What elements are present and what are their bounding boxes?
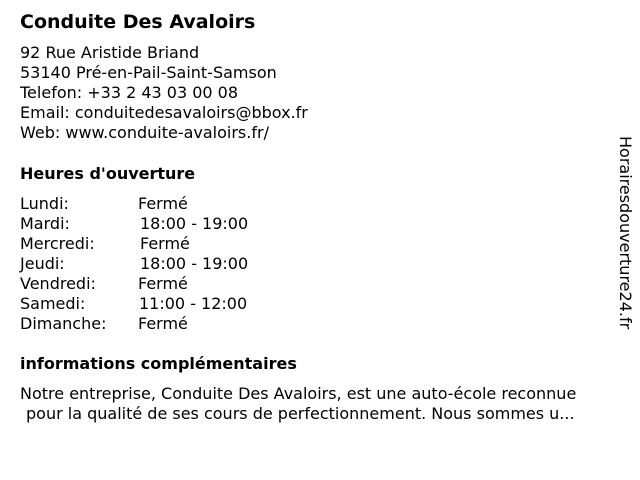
address-city: 53140 Pré-en-Pail-Saint-Samson: [20, 63, 277, 82]
day-label: Mercredi:: [20, 234, 95, 253]
day-label: Dimanche:: [20, 314, 107, 333]
web-line: Web: www.conduite-avaloirs.fr/: [20, 123, 269, 142]
day-hours: Fermé: [140, 234, 190, 253]
day-hours: 18:00 - 19:00: [140, 214, 249, 233]
day-label: Vendredi:: [20, 274, 96, 293]
business-description: [20, 384, 625, 424]
watermark-text: Horairesdouverture24.fr: [616, 136, 635, 330]
contact-block: [20, 43, 308, 143]
day-label: Lundi:: [20, 194, 69, 213]
additional-info-heading: informations complémentaires: [20, 354, 297, 373]
day-label: Mardi:: [20, 214, 70, 233]
day-hours: 18:00 - 19:00: [140, 254, 249, 273]
day-label: Jeudi:: [20, 254, 65, 273]
day-hours: Fermé: [138, 274, 188, 293]
day-hours: Fermé: [138, 194, 188, 213]
phone-line: Telefon: +33 2 43 03 00 08: [20, 83, 239, 102]
day-hours: 11:00 - 12:00: [139, 294, 248, 313]
description-line-2: pour la qualité de ses cours de perfectionnement. Nous sommes u...: [26, 404, 575, 423]
address-street: 92 Rue Aristide Briand: [20, 43, 200, 62]
business-name: Conduite Des Avaloirs: [20, 11, 256, 33]
day-hours: Fermé: [138, 314, 188, 333]
description-line-1: Notre entreprise, Conduite Des Avaloirs, est une auto-école reconnue: [20, 384, 577, 403]
day-label: Samedi:: [20, 294, 86, 313]
email-line: Email: conduitedesavaloirs@bbox.fr: [20, 103, 308, 122]
site-watermark: [616, 136, 640, 346]
opening-hours-heading: Heures d'ouverture: [20, 164, 196, 183]
